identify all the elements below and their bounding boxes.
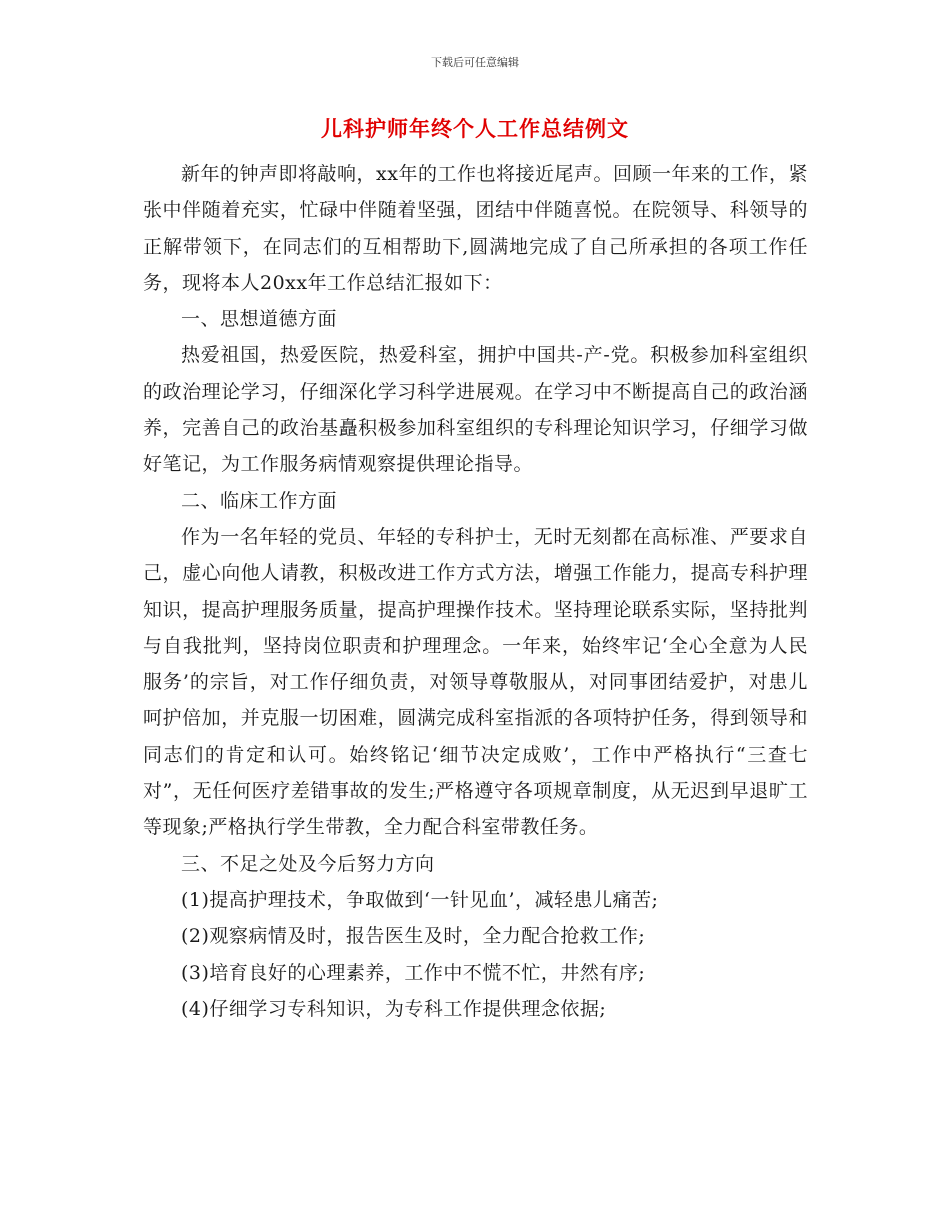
ideology-paragraph: 热爱祖国，热爱医院，热爱科室，拥护中国共-产-党。积极参加科室组织的政治理论学习，仔细深化学习科学进展观。在学习中不断提高自己的政治涵养，完善自己的政治基矗积极参加科室组织的专科理论知识学习，仔细学习做好笔记，为工作服务病情观察提供理论指导。 bbox=[143, 344, 808, 476]
intro-paragraph: 新年的钟声即将敲响，xx年的工作也将接近尾声。回顾一年来的工作，紧张中伴随着充实，忙碌中伴随着坚强，团结中伴随喜悦。在院领导、科领导的正解带领下，在同志们的互相帮助下,圆满地完成了自己所承担的各项工作任务，现将本人20xx年工作总结汇报如下： bbox=[143, 163, 808, 294]
improvement-item: (4)仔细学习专科知识，为专科工作提供理念依据; bbox=[181, 997, 607, 1020]
improvement-item: (3)培育良好的心理素养，工作中不慌不忙，井然有序; bbox=[181, 961, 646, 984]
improvement-item: (2)观察病情及时，报告医生及时，全力配合抢救工作; bbox=[181, 925, 646, 948]
improvement-item: (1)提高护理技术，争取做到‘一针见血’，减轻患儿痛苦; bbox=[181, 888, 659, 911]
document-body bbox=[143, 156, 808, 1027]
header-note: 下载后可任意编辑 bbox=[431, 56, 519, 69]
section-heading-clinical: 二、临床工作方面 bbox=[181, 489, 338, 512]
section-heading-improvement: 三、不足之处及今后努力方向 bbox=[181, 852, 435, 875]
section-heading-ideology: 一、思想道德方面 bbox=[181, 308, 338, 331]
document-title: 儿科护师年终个人工作总结例文 bbox=[321, 117, 629, 141]
clinical-paragraph: 作为一名年轻的党员、年轻的专科护士，无时无刻都在高标准、严要求自己，虚心向他人请教，积极改进工作方式方法，增强工作能力，提高专科护理知识，提高护理服务质量，提高护理操作技术。坚持理论联系实际，坚持批判与自我批判，坚持岗位职责和护理理念。一年来，始终牢记‘全心全意为人民服务’的宗旨，对工作仔细负责，对领导尊敬服从，对同事团结爱护，对患儿呵护倍加，并克服一切困难，圆满完成科室指派的各项特护任务，得到领导和同志们的肯定和认可。始终铭记‘细节决定成败’，工作中严格执行“三查七对”，无任何医疗差错事故的发生;严格遵守各项规章制度，从无迟到早退旷工等现象;严格执行学生带教，全力配合科室带教任务。 bbox=[143, 525, 808, 839]
